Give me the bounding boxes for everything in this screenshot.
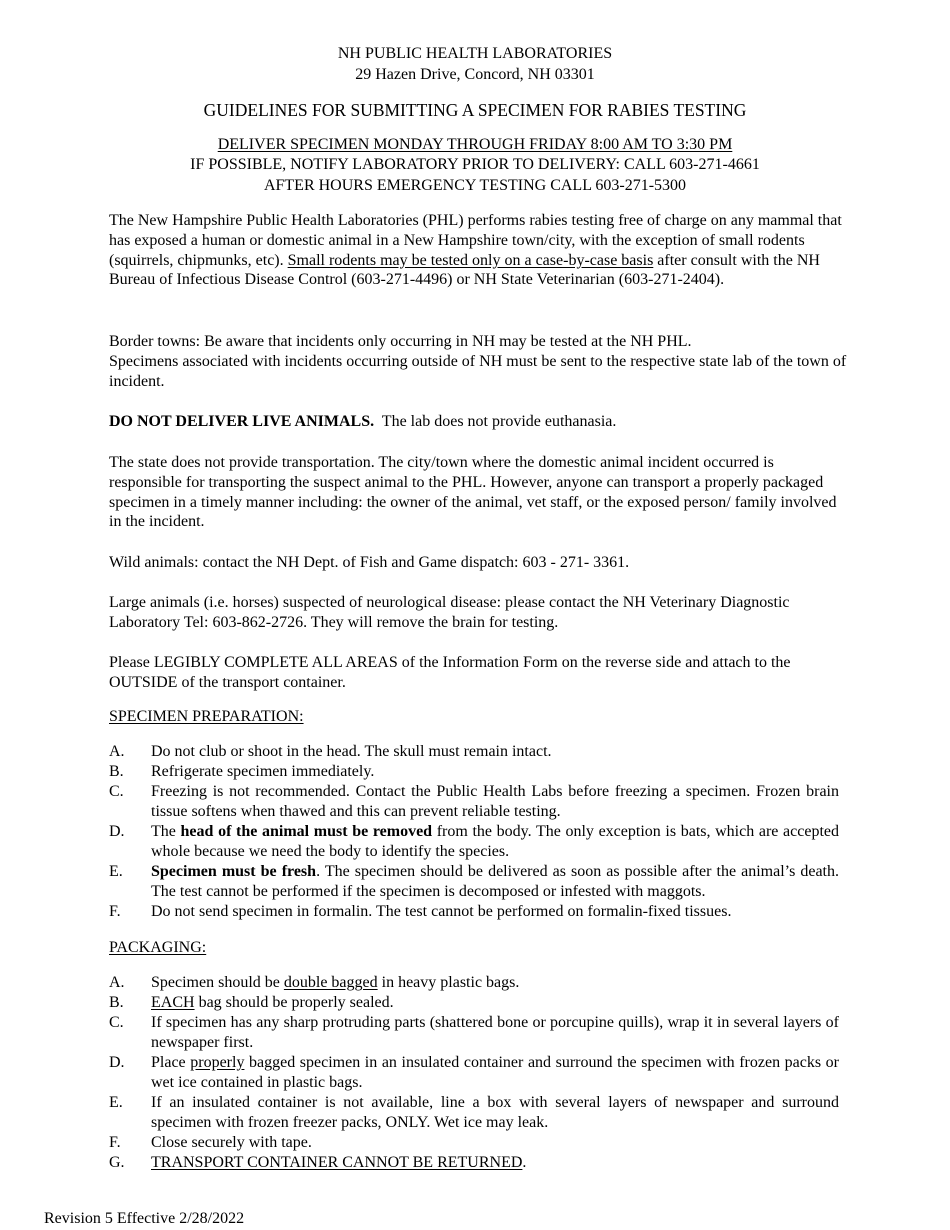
item-text: Do not send specimen in formalin. The test cannot be performed on formalin-fixed tissues. bbox=[151, 903, 732, 920]
item-text-post: bag should be properly sealed. bbox=[194, 994, 394, 1011]
item-letter: F. bbox=[109, 1134, 121, 1151]
item-text-underlined: EACH bbox=[151, 994, 195, 1011]
item-text bbox=[151, 993, 839, 1013]
item-text-post: . The specimen should be delivered as soon as possible after the animal’s death. The test cannot be performed if the specimen is decomposed or infested with maggots. bbox=[151, 863, 840, 900]
notify-line: IF POSSIBLE, NOTIFY LABORATORY PRIOR TO DELIVERY: CALL 603-271-4661 bbox=[190, 156, 760, 173]
org-name: NH PUBLIC HEALTH LABORATORIES bbox=[337, 45, 613, 62]
item-letter: D. bbox=[109, 1054, 125, 1071]
item-text-pre: Place bbox=[151, 1054, 191, 1071]
item-text-underlined: TRANSPORT CONTAINER CANNOT BE RETURNED bbox=[151, 1154, 523, 1171]
delivery-hours-text: DELIVER SPECIMEN MONDAY THROUGH FRIDAY 8:00 AM TO 3:30 PM bbox=[217, 136, 733, 153]
item-text-underlined: double bagged bbox=[283, 974, 378, 991]
after-hours-line: AFTER HOURS EMERGENCY TESTING CALL 603-271-5300 bbox=[263, 177, 687, 194]
list-item bbox=[109, 1093, 839, 1133]
transport-paragraph: The state does not provide transportation. The city/town where the domestic animal incident occurred is responsible for transporting the suspect animal to the PHL. However, anyone can transport a properly packaged specimen in a timely manner including: the owner of the animal, vet staff, or the exposed person/ family involved in the incident. bbox=[109, 454, 837, 531]
packaging-heading: PACKAGING: bbox=[109, 939, 207, 956]
item-text bbox=[151, 822, 839, 862]
form-paragraph: Please LEGIBLY COMPLETE ALL AREAS of the Information Form on the reverse side and attach to the OUTSIDE of the transport container. bbox=[109, 654, 791, 691]
item-text: Refrigerate specimen immediately. bbox=[151, 763, 375, 780]
intro-text-underlined: Small rodents may be tested only on a case-by-case basis bbox=[287, 251, 654, 269]
item-letter: B. bbox=[109, 763, 124, 780]
border-towns-line-1: Border towns: Be aware that incidents only occurring in NH may be tested at the NH PHL. bbox=[109, 333, 692, 350]
item-letter: D. bbox=[109, 823, 125, 840]
intro-paragraph bbox=[109, 211, 849, 290]
item-letter: G. bbox=[109, 1154, 125, 1171]
list-item bbox=[109, 862, 839, 902]
preparation-heading: SPECIMEN PREPARATION: bbox=[109, 708, 304, 725]
item-text-underlined: properly bbox=[190, 1054, 245, 1071]
item-text-post: from the body. The only exception is bats, which are accepted whole because we need the body to identify the species. bbox=[151, 823, 840, 860]
document-title: GUIDELINES FOR SUBMITTING A SPECIMEN FOR RABIES TESTING bbox=[203, 100, 747, 120]
large-animals-paragraph: Large animals (i.e. horses) suspected of neurological disease: please contact the NH Veterinary Diagnostic Laboratory Tel: 603-862-2726. They will remove the brain for testing. bbox=[109, 594, 790, 631]
list-item bbox=[109, 1153, 839, 1173]
item-text bbox=[151, 1153, 839, 1173]
item-text: If specimen has any sharp protruding parts (shattered bone or porcupine quills), wrap it in several layers of newspaper first. bbox=[151, 1014, 839, 1051]
list-item bbox=[109, 762, 839, 782]
list-item bbox=[109, 1133, 839, 1153]
list-item bbox=[109, 782, 839, 822]
item-letter: A. bbox=[109, 974, 125, 991]
item-letter: C. bbox=[109, 1014, 124, 1031]
list-item bbox=[109, 822, 839, 862]
live-animals-note: The lab does not provide euthanasia. bbox=[374, 413, 617, 430]
list-item bbox=[109, 742, 839, 762]
item-text-pre: The bbox=[151, 823, 181, 840]
delivery-hours bbox=[0, 136, 950, 154]
item-letter: E. bbox=[109, 863, 123, 880]
item-text: Close securely with tape. bbox=[151, 1134, 312, 1151]
item-text: Do not club or shoot in the head. The skull must remain intact. bbox=[151, 743, 552, 760]
live-animals-warning: DO NOT DELIVER LIVE ANIMALS. bbox=[109, 413, 375, 430]
intro-text-a: The New Hampshire Public Health Laboratories (PHL) performs rabies testing free of charge on any mammal that has exposed a human or domestic animal in a New Hampshire town/city, with the exception of small rodents (squirrels, chipmunks, etc). bbox=[109, 212, 842, 269]
item-text-post: in heavy plastic bags. bbox=[377, 974, 520, 991]
org-address: 29 Hazen Drive, Concord, NH 03301 bbox=[355, 66, 595, 83]
list-item bbox=[109, 1013, 839, 1053]
item-letter: E. bbox=[109, 1094, 123, 1111]
item-text-post: . bbox=[522, 1154, 527, 1171]
intro-text-b: after consult with the NH Bureau of Infectious Disease Control (603-271-4496) or NH State Veterinarian (603-271-2404). bbox=[109, 251, 820, 289]
list-item bbox=[109, 902, 839, 922]
item-text bbox=[151, 862, 839, 902]
item-text: Freezing is not recommended. Contact the Public Health Labs before freezing a specimen. Frozen brain tissue softens when thawed and this can prevent reliable testing. bbox=[151, 783, 839, 820]
live-animals-paragraph bbox=[109, 412, 849, 432]
item-text bbox=[151, 973, 839, 993]
item-text-bold: Specimen must be fresh bbox=[151, 863, 317, 880]
item-text bbox=[151, 1053, 839, 1093]
border-towns-paragraph bbox=[109, 332, 849, 391]
item-letter: C. bbox=[109, 783, 124, 800]
wild-animals-paragraph: Wild animals: contact the NH Dept. of Fish and Game dispatch: 603 - 271- 3361. bbox=[109, 554, 630, 571]
item-text-pre: Specimen should be bbox=[151, 974, 284, 991]
item-text: If an insulated container is not available, line a box with several layers of newspaper and surround specimen with frozen freezer packs, ONLY. Wet ice may leak. bbox=[151, 1094, 839, 1131]
item-text-bold: head of the animal must be removed bbox=[180, 823, 433, 840]
item-letter: A. bbox=[109, 743, 125, 760]
revision-footer: Revision 5 Effective 2/28/2022 bbox=[44, 1210, 245, 1227]
item-letter: B. bbox=[109, 994, 124, 1011]
border-towns-line-2: Specimens associated with incidents occurring outside of NH must be sent to the respective state lab of the town of incident. bbox=[109, 352, 847, 390]
list-item bbox=[109, 993, 839, 1013]
list-item bbox=[109, 973, 839, 993]
list-item bbox=[109, 1053, 839, 1093]
item-letter: F. bbox=[109, 903, 121, 920]
packaging-list bbox=[109, 973, 839, 1173]
preparation-list bbox=[109, 742, 839, 922]
item-text-post: bagged specimen in an insulated container and surround the specimen with frozen packs or wet ice contained in plastic bags. bbox=[151, 1054, 839, 1091]
